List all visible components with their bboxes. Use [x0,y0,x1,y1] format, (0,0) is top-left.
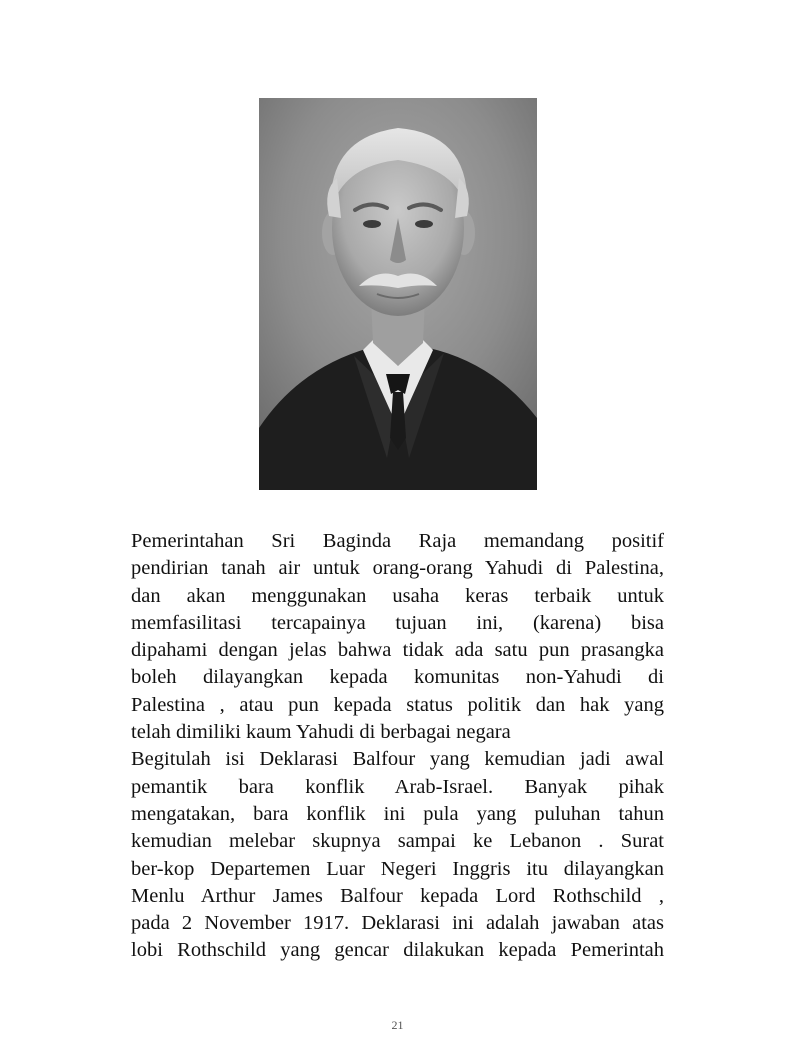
text-line: ber-kop Departemen Luar Negeri Inggris itu dilayangkan [131,857,664,880]
body-text [131,528,664,965]
text-line: pemantik bara konflik Arab-Israel. Banyak pihak [131,775,664,798]
text-line: memfasilitasi tercapainya tujuan ini, (karena) bisa [131,611,664,634]
text-line: pada 2 November 1917. Deklarasi ini adalah jawaban atas [131,912,664,935]
text-line: Begitulah isi Deklarasi Balfour yang kemudian jadi awal [131,748,664,771]
portrait-photo [259,98,537,490]
text-line: lobi Rothschild yang gencar dilakukan kepada Pemerintah [131,939,664,962]
page-number: 21 [391,1018,404,1032]
text-line: telah dimiliki kaum Yahudi di berbagai negara [131,721,511,744]
text-line: Palestina , atau pun kepada status politik dan hak yang [131,693,664,716]
text-line: dipahami dengan jelas bahwa tidak ada satu pun prasangka [131,639,664,662]
text-line: Pemerintahan Sri Baginda Raja memandang positif [131,530,664,552]
text-line: kemudian melebar skupnya sampai ke Lebanon . Surat [131,830,664,853]
text-line: Menlu Arthur James Balfour kepada Lord Rothschild , [131,884,664,907]
text-line: mengatakan, bara konflik ini pula yang puluhan tahun [131,802,664,825]
text-line: boleh dilayangkan kepada komunitas non-Yahudi di [131,666,664,689]
text-line: pendirian tanah air untuk orang-orang Yahudi di Palestina, [131,557,664,580]
text-line: dan akan menggunakan usaha keras terbaik untuk [131,584,664,607]
